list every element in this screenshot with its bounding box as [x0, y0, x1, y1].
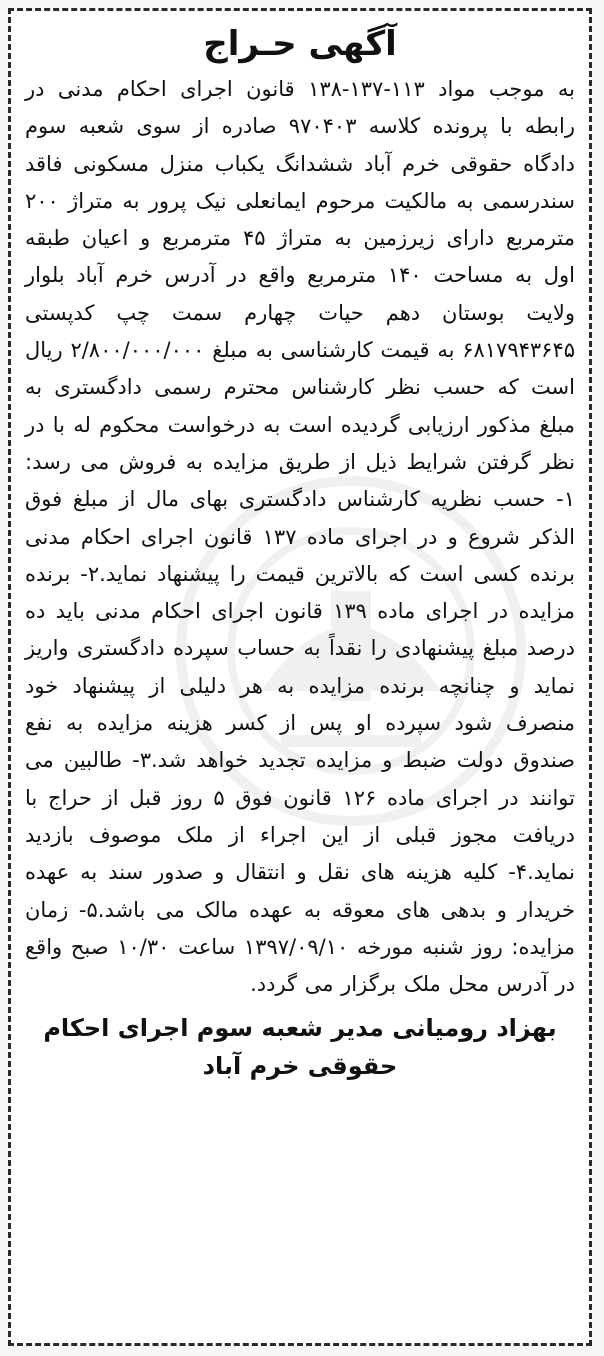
notice-content [25, 21, 575, 1333]
notice-frame [8, 8, 592, 1346]
notice-title: آگهی حـراج [203, 24, 397, 64]
notice-body: به موجب مواد ۱۱۳-۱۳۷-۱۳۸ قانون اجرای احکام مدنی در رابطه با پرونده کلاسه ۹۷۰۴۰۳ صادره از سوی شعبه سوم دادگاه حقوقی خرم آباد ششدانگ یکباب منزل مسکونی فاقد سندرسمی به مالکیت مرحوم ایمانعلی نیک پرور به متراژ ۲۰۰ مترمربع دارای زیرزمین به متراژ ۴۵ مترمربع و اعیان طبقه اول به مساحت ۱۴۰ مترمربع واقع در آدرس خرم آباد بلوار ولایت بوستان دهم حیات چهارم سمت چپ کدپستی ۶۸۱۷۹۴۳۶۴۵ به قیمت کارشناسی به مبلغ ۲/۸۰۰/۰۰۰/۰۰۰ ریال است که حسب نظر کارشناس محترم رسمی دادگستری به مبلغ مذکور ارزیابی گردیده است به درخواست محکوم له با در نظر گرفتن شرایط ذیل از طریق مزایده به فروش می رسد: ۱- حسب نظریه کارشناس دادگستری بهای مال از مبلغ فوق الذکر شروع و در اجرای ماده ۱۳۷ قانون اجرای احکام مدنی برنده کسی است که بالاترین قیمت را پیشنهاد نماید.۲- برنده مزایده در اجرای ماده ۱۳۹ قانون اجرای احکام مدنی باید ده درصد مبلغ پیشنهادی را نقداً به حساب سپرده دادگستری واریز نماید و چنانچه برنده مزایده به هر دلیلی از پیشنهاد خود منصرف شود سپرده او پس از کسر هزینه مزایده به نفع صندوق دولت ضبط و مزایده تجدید خواهد شد.۳- طالبین می توانند در اجرای ماده ۱۲۶ قانون فوق ۵ روز قبل از حراج با دریافت مجوز قبلی از این اجراء از ملک موصوف بازدید نماید.۴- کلیه هزینه های نقل و انتقال و صدور سند به عهده خریدار و بدهی های معوقه به عهده مالک می باشد.۵- زمان مزایده: روز شنبه مورخه ۱۳۹۷/۰۹/۱۰ ساعت ۱۰/۳۰ صبح واقع در آدرس محل ملک برگزار می گردد. [25, 77, 576, 997]
notice-signature: بهزاد رومیانی مدیر شعبه سوم اجرای احکام حقوقی خرم آباد [43, 1014, 557, 1081]
